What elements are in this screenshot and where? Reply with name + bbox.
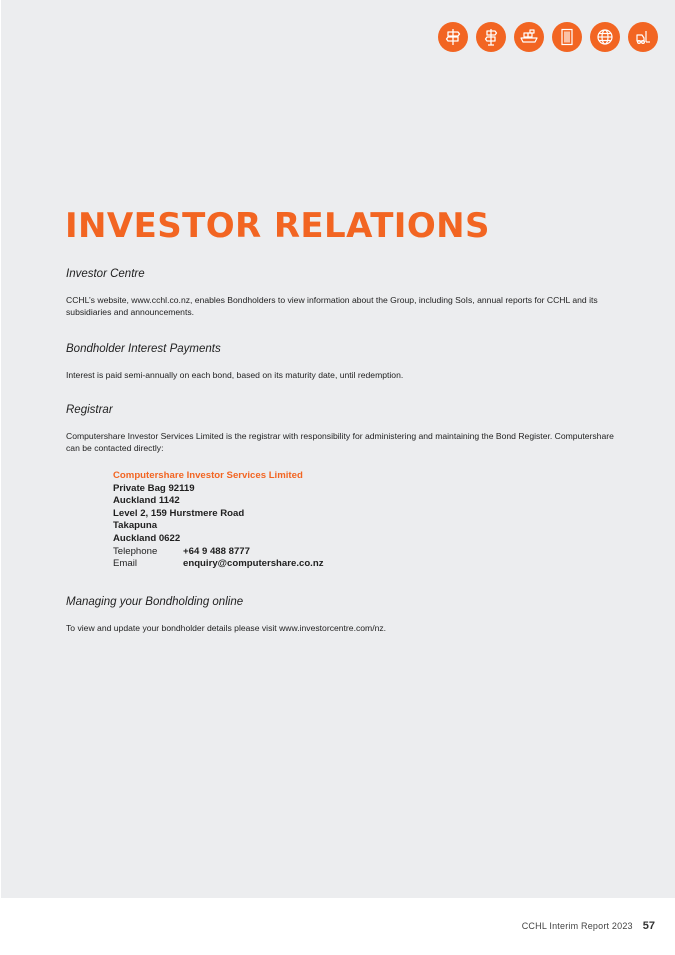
sign-post-icon <box>438 22 468 52</box>
content-body <box>66 268 626 634</box>
address-line: Level 2, 159 Hurstmere Road <box>113 507 245 519</box>
telephone-number: +64 9 488 8777 <box>183 545 250 557</box>
registrar-company-name: Computershare Investor Services Limited <box>113 470 303 481</box>
section-investor-centre <box>66 268 626 318</box>
page-panel <box>1 0 675 898</box>
road-sign-icon <box>476 22 506 52</box>
section-online-management <box>66 596 626 634</box>
address-line: Auckland 0622 <box>113 532 181 544</box>
telephone-row <box>113 546 626 559</box>
section-heading: Bondholder Interest Payments <box>66 343 221 355</box>
email-address: enquiry@computershare.co.nz <box>183 558 324 570</box>
address-line: Takapuna <box>113 520 158 532</box>
forklift-icon <box>628 22 658 52</box>
address-line: Private Bag 92119 <box>113 482 195 494</box>
page-number: 57 <box>642 920 655 932</box>
registrar-address-block <box>113 470 626 571</box>
section-registrar <box>66 404 626 571</box>
section-paragraph: Interest is paid semi-annually on each bond, based on its maturity date, until redemption. <box>66 370 404 380</box>
email-row <box>113 558 626 571</box>
section-paragraph: CCHL’s website, www.cchl.co.nz, enables Bondholders to view information about the Group, including SoIs, annual reports for CCHL and its subsidiaries and announcements. <box>66 295 598 317</box>
header-icon-row <box>438 22 658 52</box>
page-title: INVESTOR RELATIONS <box>65 206 490 246</box>
section-interest-payments <box>66 343 626 381</box>
section-heading: Registrar <box>66 404 113 416</box>
email-label: Email <box>113 558 137 570</box>
address-line: Auckland 1142 <box>113 495 180 507</box>
section-heading: Managing your Bondholding online <box>66 595 244 608</box>
footer-report-title: CCHL Interim Report 2023 <box>521 921 633 931</box>
telephone-label: Telephone <box>113 545 158 557</box>
section-paragraph: Computershare Investor Services Limited is the registrar with responsibility for administering and maintaining the Bond Register. Computershare can be contacted directly: <box>66 431 614 453</box>
cargo-ship-icon <box>514 22 544 52</box>
globe-network-icon <box>590 22 620 52</box>
page-footer <box>522 920 655 932</box>
section-paragraph: To view and update your bondholder details please visit www.investorcentre.com/nz. <box>66 622 387 633</box>
building-icon <box>552 22 582 52</box>
section-heading: Investor Centre <box>66 268 145 280</box>
